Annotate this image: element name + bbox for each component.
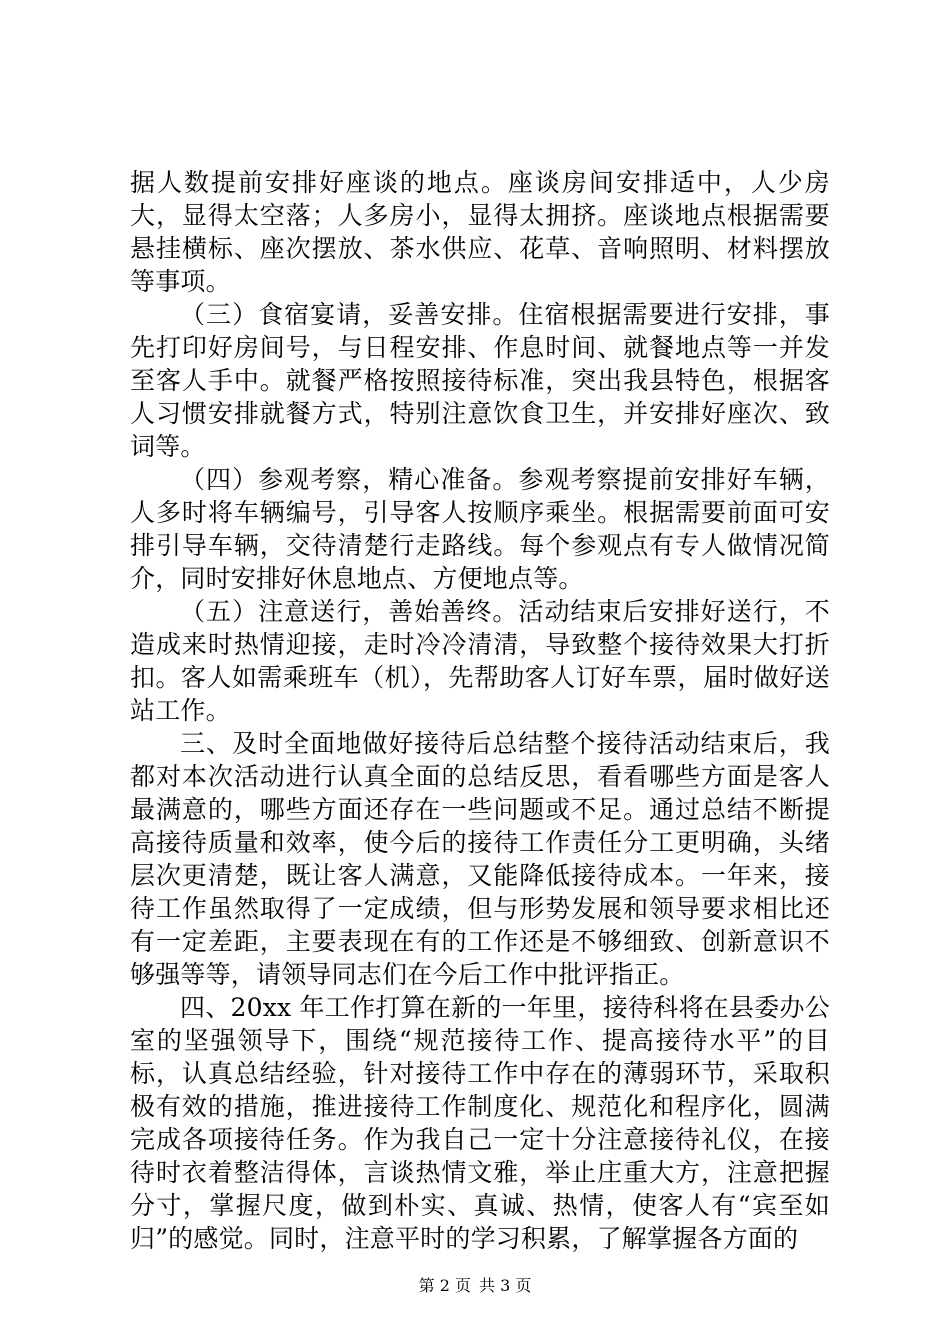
paragraph-site-visit: （四）参观考察，精心准备。参观考察提前安排好车辆，人多时将车辆编号，引导客人按顺序乘坐。根据需要前面可安排引导车辆，交待清楚行走路线。每个参观点有专人做情况简介，同时安排好休息地点、方便地点等。 <box>130 465 830 593</box>
paragraph-summary: 三、及时全面地做好接待后总结整个接待活动结束后，我都对本次活动进行认真全面的总结反思，看看哪些方面是客人最满意的，哪些方面还存在一些问题或不足。通过总结不断提高接待质量和效率，使今后的接待工作责任分工更明确，头绪层次更清楚，既让客人满意，又能降低接待成本。一年来，接待工作虽然取得了一定成绩，但与形势发展和领导要求相比还有一定差距，主要表现在有的工作还是不够细致、创新意识不够强等等，请领导同志们在今后工作中批评指正。 <box>130 729 830 989</box>
document-body <box>130 166 830 1255</box>
page-footer <box>0 1276 950 1296</box>
paragraph-farewell: （五）注意送行，善始善终。活动结束后安排好送行，不造成来时热情迎接，走时冷冷清清，导致整个接待效果大打折扣。客人如需乘班车（机），先帮助客人订好车票，届时做好送站工作。 <box>130 597 830 725</box>
paragraph-work-plan: 四、20xx 年工作打算在新的一年里，接待科将在县委办公室的坚强领导下，围绕“规范接待工作、提高接待水平”的目标，认真总结经验，针对接待工作中存在的薄弱环节，采取积极有效的措施，推进接待工作制度化、规范化和程序化，圆满完成各项接待任务。作为我自己一定十分注意接待礼仪，在接待时衣着整洁得体，言谈热情文雅，举止庄重大方，注意把握分寸，掌握尺度，做到朴实、真诚、热情，使客人有“宾至如归”的感觉。同时，注意平时的学习积累，了解掌握各方面的 <box>130 993 830 1253</box>
paragraph-accommodation: （三）食宿宴请，妥善安排。住宿根据需要进行安排，事先打印好房间号，与日程安排、作息时间、就餐地点等一并发至客人手中。就餐严格按照接待标准，突出我县特色，根据客人习惯安排就餐方式，特别注意饮食卫生，并安排好座次、致词等。 <box>130 300 830 461</box>
page-total: 共 3 页 <box>479 1276 532 1295</box>
paragraph-continuation: 据人数提前安排好座谈的地点。座谈房间安排适中，人少房大，显得太空落；人多房小，显得太拥挤。座谈地点根据需要悬挂横标、座次摆放、茶水供应、花草、音响照明、材料摆放等事项。 <box>130 168 830 296</box>
page-number: 第 2 页 <box>418 1276 471 1295</box>
